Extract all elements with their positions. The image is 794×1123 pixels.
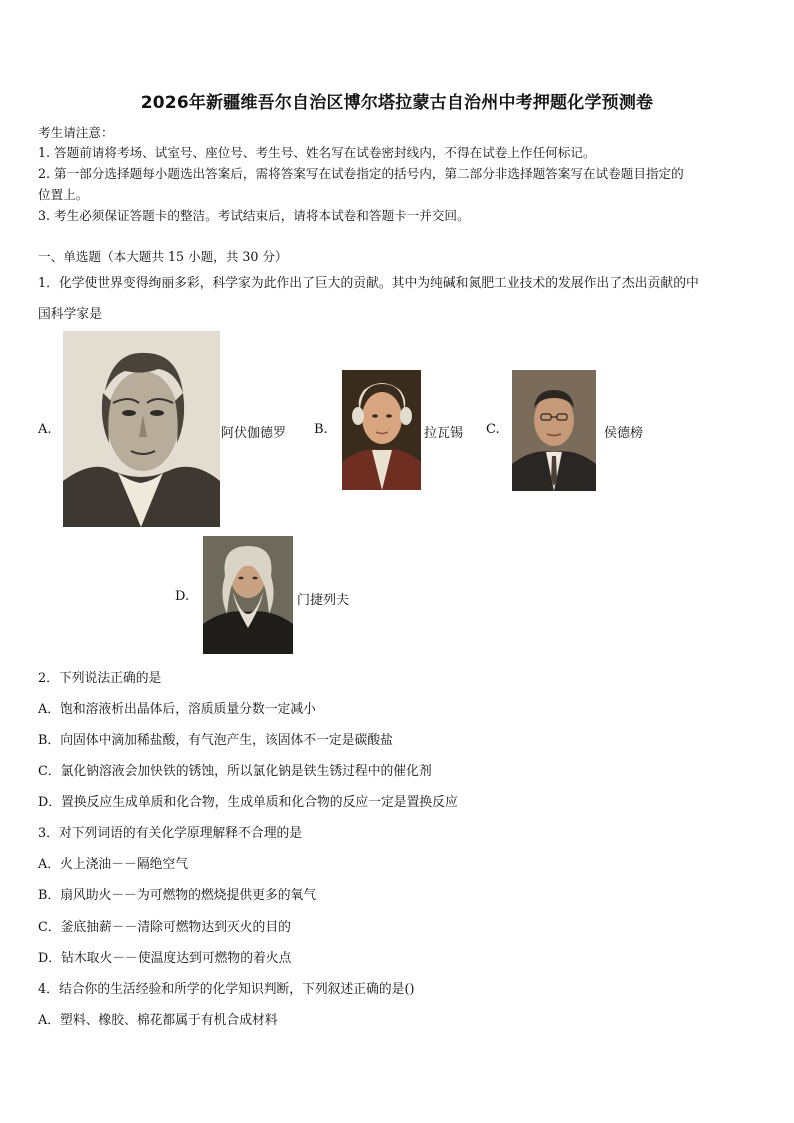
question-1-stem-line1: 1．化学使世界变得绚丽多彩，科学家为此作出了巨大的贡献。其中为纯碱和氮肥工业技术的发展作出了杰出贡献的中 bbox=[38, 276, 699, 291]
question-2-option-b: B．向固体中滴加稀盐酸，有气泡产生，该固体不一定是碳酸盐 bbox=[38, 733, 393, 748]
notice-heading: 考生请注意： bbox=[38, 125, 114, 140]
option-b-letter: B. bbox=[314, 422, 328, 437]
question-1-stem-line2: 国科学家是 bbox=[38, 307, 102, 322]
question-3-option-d: D．钻木取火－－使温度达到可燃物的着火点 bbox=[38, 951, 292, 966]
portrait-hou-debang-image bbox=[512, 370, 596, 491]
question-3-option-a: A．火上浇油－－隔绝空气 bbox=[38, 857, 189, 872]
section-heading: 一、单选题（本大题共 15 小题，共 30 分） bbox=[38, 249, 288, 264]
notice-item-3: 3. 考生必须保证答题卡的整洁。考试结束后，请将本试卷和答题卡一并交回。 bbox=[38, 208, 470, 223]
notice-item-2-cont: 位置上。 bbox=[38, 187, 89, 202]
portrait-mendeleev-image bbox=[203, 536, 293, 654]
option-c-name: 侯德榜 bbox=[604, 426, 644, 441]
option-a-letter: A. bbox=[38, 422, 52, 437]
option-c-letter: C. bbox=[486, 422, 500, 437]
question-2-option-d: D．置换反应生成单质和化合物，生成单质和化合物的反应一定是置换反应 bbox=[38, 795, 458, 810]
question-2-option-a: A．饱和溶液析出晶体后，溶质质量分数一定减小 bbox=[38, 702, 316, 717]
question-3-option-c: C．釜底抽薪－－清除可燃物达到灭火的目的 bbox=[38, 920, 291, 935]
question-4-option-a: A．塑料、橡胶、棉花都属于有机合成材料 bbox=[38, 1013, 278, 1028]
option-b-name: 拉瓦锡 bbox=[424, 426, 464, 441]
option-d-name: 门捷列夫 bbox=[297, 593, 350, 608]
notice-item-2: 2. 第一部分选择题每小题选出答案后，需将答案写在试卷指定的括号内，第二部分非选择题答案写在试卷题目指定的 bbox=[38, 166, 684, 181]
question-3-stem: 3．对下列词语的有关化学原理解释不合理的是 bbox=[38, 826, 303, 841]
option-a-name: 阿伏伽德罗 bbox=[221, 426, 287, 441]
option-d-letter: D. bbox=[175, 589, 190, 604]
question-3-option-b: B．扇风助火－－为可燃物的燃烧提供更多的氧气 bbox=[38, 888, 317, 903]
portrait-lavoisier-image bbox=[342, 370, 421, 490]
question-2-stem: 2．下列说法正确的是 bbox=[38, 671, 162, 686]
question-2-option-c: C．氯化钠溶液会加快铁的锈蚀，所以氯化钠是铁生锈过程中的催化剂 bbox=[38, 764, 432, 779]
page-title: 2026年新疆维吾尔自治区博尔塔拉蒙古自治州中考押题化学预测卷 bbox=[140, 93, 654, 113]
notice-item-1: 1. 答题前请将考场、试室号、座位号、考生号、姓名写在试卷密封线内，不得在试卷上作任何标记。 bbox=[38, 145, 596, 160]
portrait-avogadro-image bbox=[63, 331, 220, 527]
question-4-stem: 4．结合你的生活经验和所学的化学知识判断，下列叙述正确的是() bbox=[38, 982, 415, 997]
